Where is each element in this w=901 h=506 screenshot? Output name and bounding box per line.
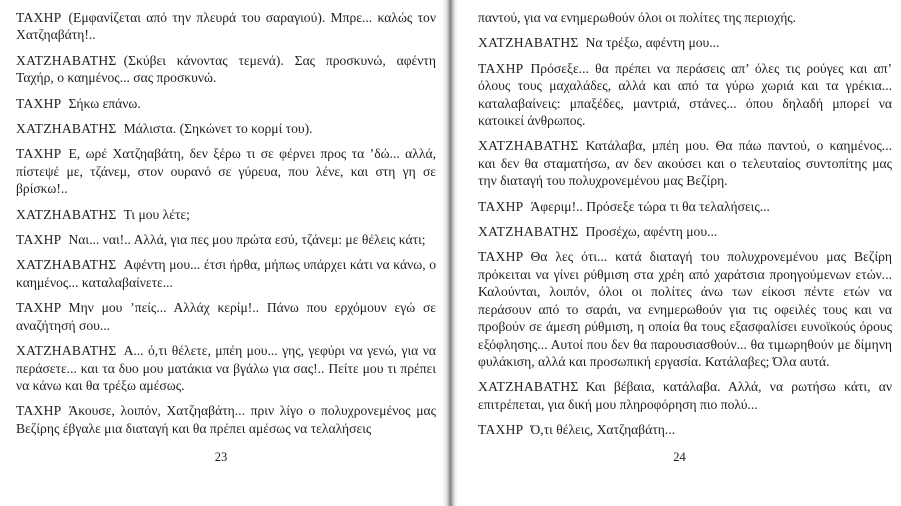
- dialogue-text: Πρόσεξε... θα πρέπει να περάσεις απ’ όλες τις ρούγες και απ’ όλους τους μαχαλάδες, αλλά και από τα γύρω χωριά και τα γρέκια... καταλαβαίνεις: μπαξέδες, μαντριά, στάνες... όπου δηλαδή μπορεί να κατοικεί άνθρωπος.: [478, 60, 892, 129]
- dialogue-text: Άκουσε, λοιπόν, Χατζηαβάτη... πριν λίγο ο πολυχρονεμένος μας Βεζίρης έβγαλε μια διαταγή και θα πρέπει αμέσως να τελαλήσεις: [16, 403, 436, 436]
- dialogue-paragraph: [16, 231, 436, 248]
- dialogue-text: Ε, ωρέ Χατζηαβάτη, δεν ξέρω τι σε φέρνει προς τα ’δώ... αλλά, πίστεψέ με, τζάνεμ, στον ουρανό σε γύρευα, που λένε, και στη γη σε βρίσκω!..: [16, 146, 436, 197]
- speaker-name: ΧΑΤΖΗΑΒΑΤΗΣ: [16, 257, 117, 273]
- dialogue-paragraph: [478, 223, 892, 240]
- dialogue-paragraph: [16, 299, 436, 334]
- speaker-name: ΤΑΧΗΡ: [16, 95, 62, 111]
- speaker-name: ΤΑΧΗΡ: [478, 198, 524, 214]
- speaker-name: ΧΑΤΖΗΑΒΑΤΗΣ: [478, 35, 579, 51]
- dialogue-paragraph: [478, 378, 892, 413]
- dialogue-paragraph: [478, 421, 892, 438]
- dialogue-paragraph: [478, 60, 892, 130]
- speaker-name: ΤΑΧΗΡ: [478, 422, 524, 438]
- dialogue-text: Να τρέξω, αφέντη μου...: [585, 35, 720, 51]
- dialogue-text: Άφεριμ!.. Πρόσεξε τώρα τι θα τελαλήσεις...: [530, 198, 770, 214]
- dialogue-text: Μάλιστα. (Σηκώνετ το κορμί του).: [123, 121, 313, 137]
- speaker-name: ΤΑΧΗΡ: [16, 146, 62, 162]
- dialogue-paragraph: [16, 95, 436, 112]
- speaker-name: ΧΑΤΖΗΑΒΑΤΗΣ: [16, 52, 117, 68]
- speaker-name: ΤΑΧΗΡ: [16, 403, 62, 419]
- dialogue-text: Τι μου λέτε;: [123, 206, 190, 222]
- dialogue-text: Σήκω επάνω.: [68, 95, 141, 111]
- dialogue-paragraph: [16, 342, 436, 394]
- dialogue-paragraph: [16, 9, 436, 44]
- speaker-name: ΤΑΧΗΡ: [16, 300, 62, 316]
- dialogue-paragraph: [478, 34, 892, 51]
- page-number-left: 23: [214, 450, 228, 464]
- dialogue-text: Ναι... ναι!.. Αλλά, για πες μου πρώτα εσύ, τζάνεμ: με θέλεις κάτι;: [68, 232, 426, 248]
- dialogue-text: Και βέβαια, κατάλαβα. Αλλά, να ρωτήσω κάτι, αν επιτρέπεται, για δική μου πληροφόρηση πιο πολύ...: [478, 379, 892, 412]
- dialogue-text: Αφέντη μου... έτσι ήρθα, μήπως υπάρχει κάτι να κάνω, ο καημένος... καταλαβαίνετε...: [16, 257, 436, 290]
- dialogue-paragraph-continuation: [478, 9, 892, 26]
- speaker-name: ΧΑΤΖΗΑΒΑΤΗΣ: [478, 379, 579, 395]
- dialogue-text: Α... ό,τι θέλετε, μπέη μου... γης, γεφύρι να γενώ, για να περάσετε... και τα δυο μου ματάκια να βγάλω για σας!.. Πείτε μου τι πρέπει να κάνω και θα τρέξω αμέσως.: [16, 343, 436, 393]
- dialogue-text: Κατάλαβα, μπέη μου. Θα πάω παντού, ο καημένος... και δεν θα σταματήσω, αν δεν ακούσει και ο τελευταίος συντοπίτης μας την διαταγή του πολυχρονεμένου μας Βεζίρη.: [478, 138, 892, 189]
- dialogue-text: Θα λες ότι... κατά διαταγή του πολυχρονεμένου μας Βεζίρη πρόκειται να γίνει ρύθμιση στα χρέη από χαράτσια προηγούμενων ετών... Καλούνται, λοιπόν, όλοι οι πολίτες άνω των είκοσι πέντε ετών να περάσουν από το σαράι, να ενημερωθούν για τις οφειλές τους και να προβούν σε άμεση ρύθμιση, η οποία θα τους εξασφαλίσει ευνοϊκούς όρους εξόφλησης... Αυτοί που δεν θα παρουσιασθούν... θα τιμωρηθούν με δίμηνη φυλάκιση, αλλά και προσωπική εργασία. Κατάλαβες; Όλα αυτά.: [478, 249, 892, 369]
- speaker-name: ΧΑΤΖΗΑΒΑΤΗΣ: [478, 224, 579, 240]
- speaker-name: ΧΑΤΖΗΑΒΑΤΗΣ: [16, 343, 117, 359]
- page-number-right: 24: [673, 450, 686, 464]
- dialogue-paragraph: [478, 248, 892, 370]
- page-right: [458, 0, 901, 506]
- dialogue-paragraph: [16, 52, 436, 87]
- dialogue-text: Μην μου ’πείς... Αλλάχ κερίμ!.. Πάνω που ερχόμουν εγώ σε αναζήτησή σου...: [16, 300, 436, 333]
- dialogue-text: (Εμφανίζεται από την πλευρά του σαραγιού). Μπρε... καλώς τον Χατζηαβάτη!..: [16, 10, 436, 43]
- dialogue-text: παντού, για να ενημερωθούν όλοι οι πολίτες της περιοχής.: [478, 10, 797, 25]
- speaker-name: ΤΑΧΗΡ: [478, 249, 524, 265]
- speaker-name: ΧΑΤΖΗΑΒΑΤΗΣ: [16, 206, 117, 222]
- dialogue-paragraph: [478, 137, 892, 189]
- dialogue-paragraph: [16, 206, 436, 223]
- dialogue-text: Προσέχω, αφέντη μου...: [585, 224, 718, 240]
- book-spine-divider: [442, 0, 458, 506]
- dialogue-paragraph: [16, 256, 436, 291]
- dialogue-paragraph: [478, 198, 892, 215]
- dialogue-paragraph: [16, 145, 436, 197]
- speaker-name: ΤΑΧΗΡ: [16, 10, 62, 25]
- dialogue-paragraph: [16, 402, 436, 437]
- dialogue-paragraph: [16, 120, 436, 137]
- dialogue-text: (Σκύβει κάνοντας τεμενά). Σας προσκυνώ, αφέντη Ταχήρ, ο καημένος... σας προσκυνώ.: [16, 52, 436, 86]
- speaker-name: ΤΑΧΗΡ: [478, 60, 524, 76]
- speaker-name: ΤΑΧΗΡ: [16, 232, 62, 248]
- speaker-name: ΧΑΤΖΗΑΒΑΤΗΣ: [16, 121, 117, 137]
- page-left: [0, 0, 442, 506]
- dialogue-text: Ό,τι θέλεις, Χατζηαβάτη...: [530, 422, 676, 438]
- speaker-name: ΧΑΤΖΗΑΒΑΤΗΣ: [478, 138, 579, 154]
